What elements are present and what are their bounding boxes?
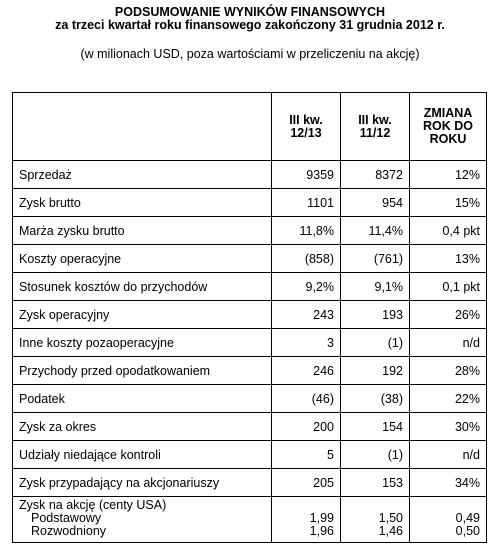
row-change: 26% <box>410 301 487 329</box>
row-q3-1112: 193 <box>341 301 410 329</box>
table-row <box>13 273 487 301</box>
row-label: Stosunek kosztów do przychodów <box>13 273 272 301</box>
table-row <box>13 301 487 329</box>
row-label: Zysk brutto <box>13 189 272 217</box>
row-q3-1112: (761) <box>341 245 410 273</box>
row-change: 0,4 pkt <box>410 217 487 245</box>
row-q3-1213: 3 <box>272 329 341 357</box>
row-q3-1213: 1101 <box>272 189 341 217</box>
eps-basic-change: 0,49 <box>455 511 480 525</box>
eps-basic-q3-1112: 1,50 <box>378 511 403 525</box>
table-header-row <box>13 93 487 161</box>
eps-label-cell <box>13 497 272 543</box>
row-label: Marża zysku brutto <box>13 217 272 245</box>
row-label: Sprzedaż <box>13 161 272 189</box>
row-q3-1213: 11,8% <box>272 217 341 245</box>
row-q3-1112: 154 <box>341 413 410 441</box>
report-period: za trzeci kwartał roku finansowego zakończony 31 grudnia 2012 r. <box>55 18 445 32</box>
financial-results-table <box>12 92 487 543</box>
row-q3-1213: 205 <box>272 469 341 497</box>
table-row <box>13 357 487 385</box>
row-label: Zysk przypadający na akcjonariuszy <box>13 469 272 497</box>
row-q3-1112: 954 <box>341 189 410 217</box>
row-q3-1112: 8372 <box>341 161 410 189</box>
row-q3-1213: (46) <box>272 385 341 413</box>
table-row <box>13 189 487 217</box>
row-label: Udziały niedające kontroli <box>13 441 272 469</box>
row-change: 12% <box>410 161 487 189</box>
table-row <box>13 161 487 189</box>
row-change: 34% <box>410 469 487 497</box>
eps-diluted-q3-1213: 1,96 <box>309 524 334 538</box>
row-q3-1213: 246 <box>272 357 341 385</box>
row-label: Przychody przed opodatkowaniem <box>13 357 272 385</box>
row-change: 15% <box>410 189 487 217</box>
eps-row <box>13 497 487 543</box>
row-q3-1112: (1) <box>341 329 410 357</box>
table-row <box>13 441 487 469</box>
eps-label: Zysk na akcję (centy USA) <box>19 498 167 512</box>
eps-q3-1112-cell <box>341 497 410 543</box>
row-change: 28% <box>410 357 487 385</box>
row-label: Zysk operacyjny <box>13 301 272 329</box>
row-q3-1112: (1) <box>341 441 410 469</box>
table-row <box>13 245 487 273</box>
eps-diluted-label: Rozwodniony <box>31 524 107 538</box>
header-q3-1112-line1: III kw. <box>358 112 392 127</box>
row-q3-1112: 153 <box>341 469 410 497</box>
header-q3-1112 <box>341 93 410 161</box>
row-change: n/d <box>410 441 487 469</box>
row-q3-1213: 200 <box>272 413 341 441</box>
row-change: 0,1 pkt <box>410 273 487 301</box>
units-note: (w milionach USD, poza wartościami w przeliczeniu na akcję) <box>80 47 420 61</box>
eps-diluted-change: 0,50 <box>455 524 480 538</box>
header-q3-1213-line2: 12/13 <box>290 125 322 140</box>
header-label-cell <box>13 93 272 161</box>
table-row <box>13 469 487 497</box>
header-q3-1213-line1: III kw. <box>289 112 323 127</box>
eps-q3-1213-cell <box>272 497 341 543</box>
eps-basic-q3-1213: 1,99 <box>309 511 334 525</box>
row-q3-1213: 243 <box>272 301 341 329</box>
eps-diluted-q3-1112: 1,46 <box>378 524 403 538</box>
header-q3-1112-line2: 11/12 <box>359 125 391 140</box>
row-q3-1213: 9359 <box>272 161 341 189</box>
row-q3-1112: 11,4% <box>341 217 410 245</box>
report-title: PODSUMOWANIE WYNIKÓW FINANSOWYCH <box>114 5 386 19</box>
table-row <box>13 413 487 441</box>
row-label: Zysk za okres <box>13 413 272 441</box>
table-row <box>13 217 487 245</box>
table-row <box>13 329 487 357</box>
eps-basic-label: Podstawowy <box>31 511 102 525</box>
table-row <box>13 385 487 413</box>
header-yoy-line1: ZMIANA <box>423 106 473 120</box>
row-q3-1213: 5 <box>272 441 341 469</box>
row-label: Podatek <box>13 385 272 413</box>
header-yoy-change <box>410 93 487 161</box>
row-change: 13% <box>410 245 487 273</box>
row-label: Inne koszty pozaoperacyjne <box>13 329 272 357</box>
row-change: 22% <box>410 385 487 413</box>
row-q3-1112: (38) <box>341 385 410 413</box>
row-q3-1213: (858) <box>272 245 341 273</box>
row-change: n/d <box>410 329 487 357</box>
header-q3-1213 <box>272 93 341 161</box>
row-q3-1112: 9,1% <box>341 273 410 301</box>
header-yoy-line3: ROKU <box>429 132 467 146</box>
eps-change-cell <box>410 497 487 543</box>
row-change: 30% <box>410 413 487 441</box>
row-q3-1112: 192 <box>341 357 410 385</box>
row-label: Koszty operacyjne <box>13 245 272 273</box>
header-yoy-line2: ROK DO <box>423 119 473 133</box>
row-q3-1213: 9,2% <box>272 273 341 301</box>
